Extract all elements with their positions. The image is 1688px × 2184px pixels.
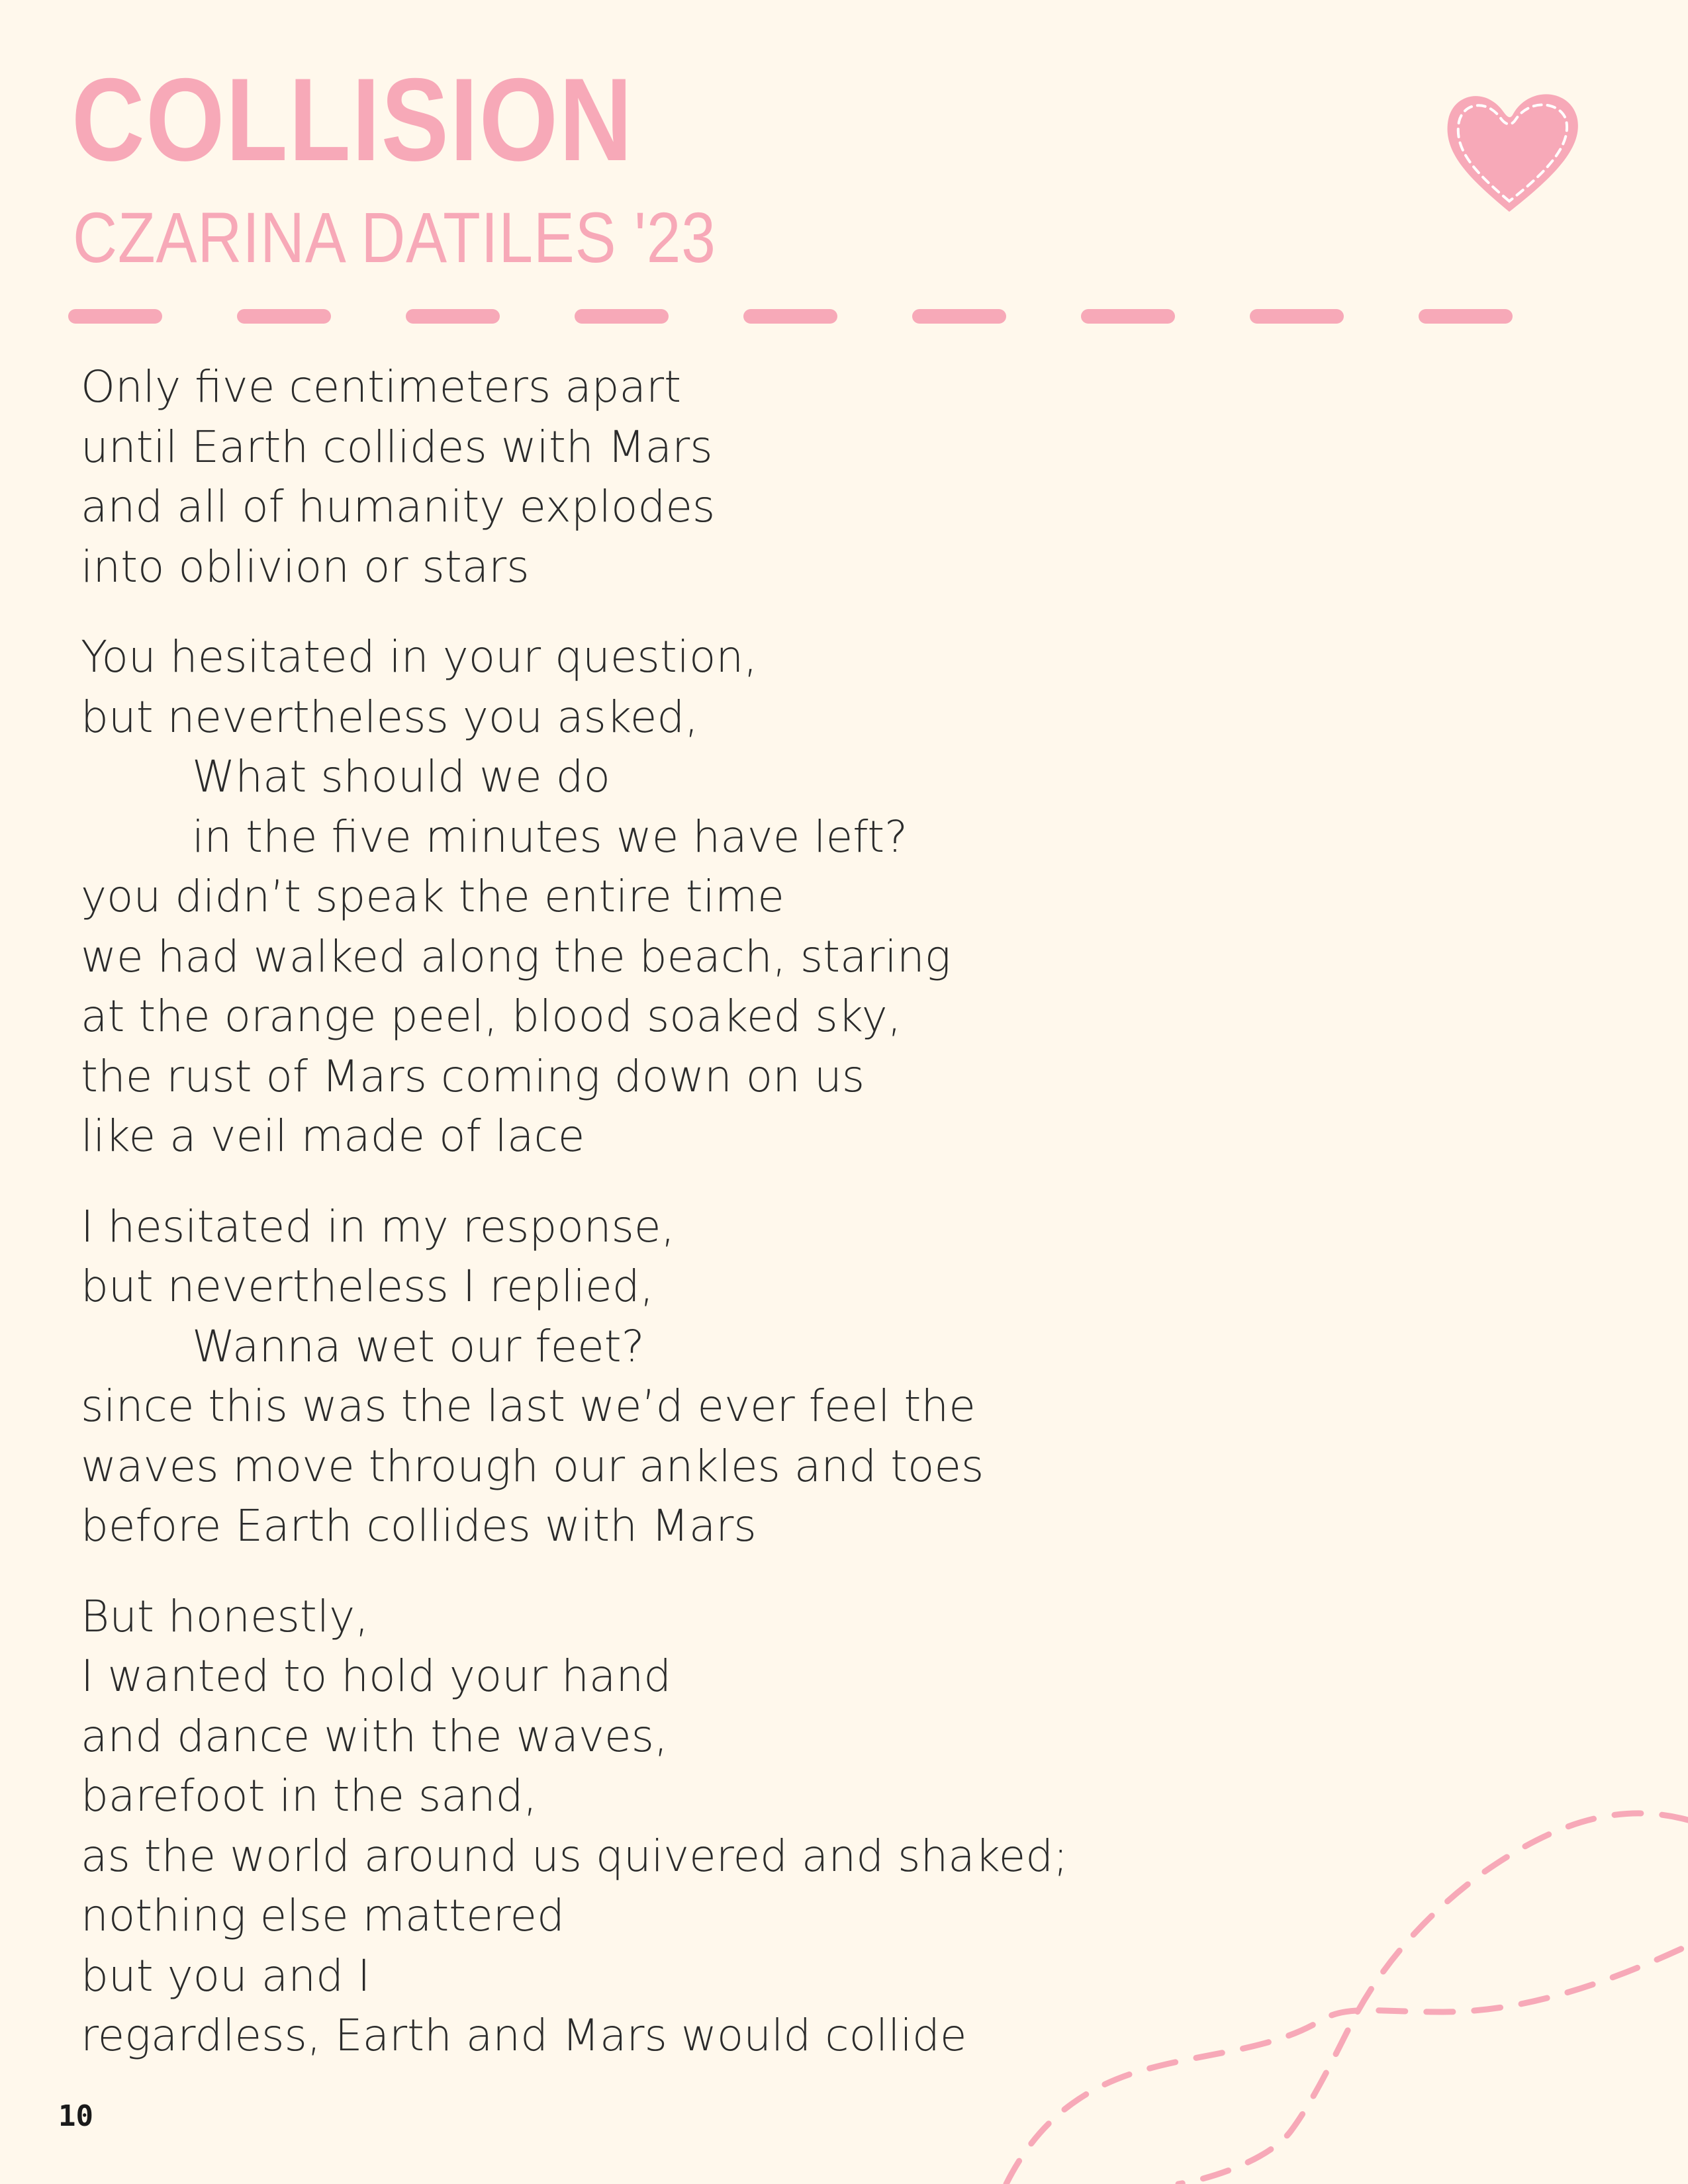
poem-line: and dance with the waves, [81,1710,668,1762]
poem-line: regardless, Earth and Mars would collide [81,2010,967,2061]
poem-line: the rust of Mars coming down on us [81,1050,865,1102]
heart-icon [1430,73,1589,232]
poem-body [81,357,1206,2097]
poem-line: at the orange peel, blood soaked sky, [81,991,902,1042]
author-byline: CZARINA DATILES '23 [73,197,716,277]
poem-line: but you and I [81,1950,371,2001]
poem-stanza [81,357,1206,597]
poem-line: like a veil made of lace [81,1111,585,1161]
poem-line: until Earth collides with Mars [81,421,713,473]
poem-line: waves move through our ankles and toes [81,1440,984,1492]
poem-line: in the five minutes we have left? [192,811,908,862]
poem-line: But honestly, [81,1590,369,1642]
poem-line: barefoot in the sand, [81,1770,538,1821]
poem-line: before Earth collides with Mars [81,1500,757,1551]
poem-line: What should we do [192,751,610,802]
poem-line: and all of humanity explodes [81,481,716,532]
poem-line: I wanted to hold your hand [81,1651,672,1702]
page-title: COLLISION [71,54,633,185]
poem-line: we had walked along the beach, staring [81,931,951,982]
page-number: 10 [58,2099,93,2133]
poem-line: You hesitated in your question, [81,631,758,682]
poem-line: as the world around us quivered and shaked; [81,1830,1068,1882]
dashed-divider [66,307,1602,326]
poem-line: Wanna wet our feet? [192,1320,645,1372]
poem-stanza [81,1587,1206,2066]
poem-stanza [81,627,1206,1167]
poem-line: Only five centimeters apart [81,361,681,412]
poem-line: since this was the last we’d ever feel the [81,1381,976,1432]
poem-stanza [81,1197,1206,1557]
poem-line: I hesitated in my response, [81,1201,675,1252]
poem-line: you didn’t speak the entire time [81,871,784,922]
poem-line: nothing else mattered [81,1890,565,1941]
poem-line: but nevertheless you asked, [81,691,699,743]
poem-line: but nevertheless I replied, [81,1261,654,1312]
poem-line: into oblivion or stars [81,541,530,592]
